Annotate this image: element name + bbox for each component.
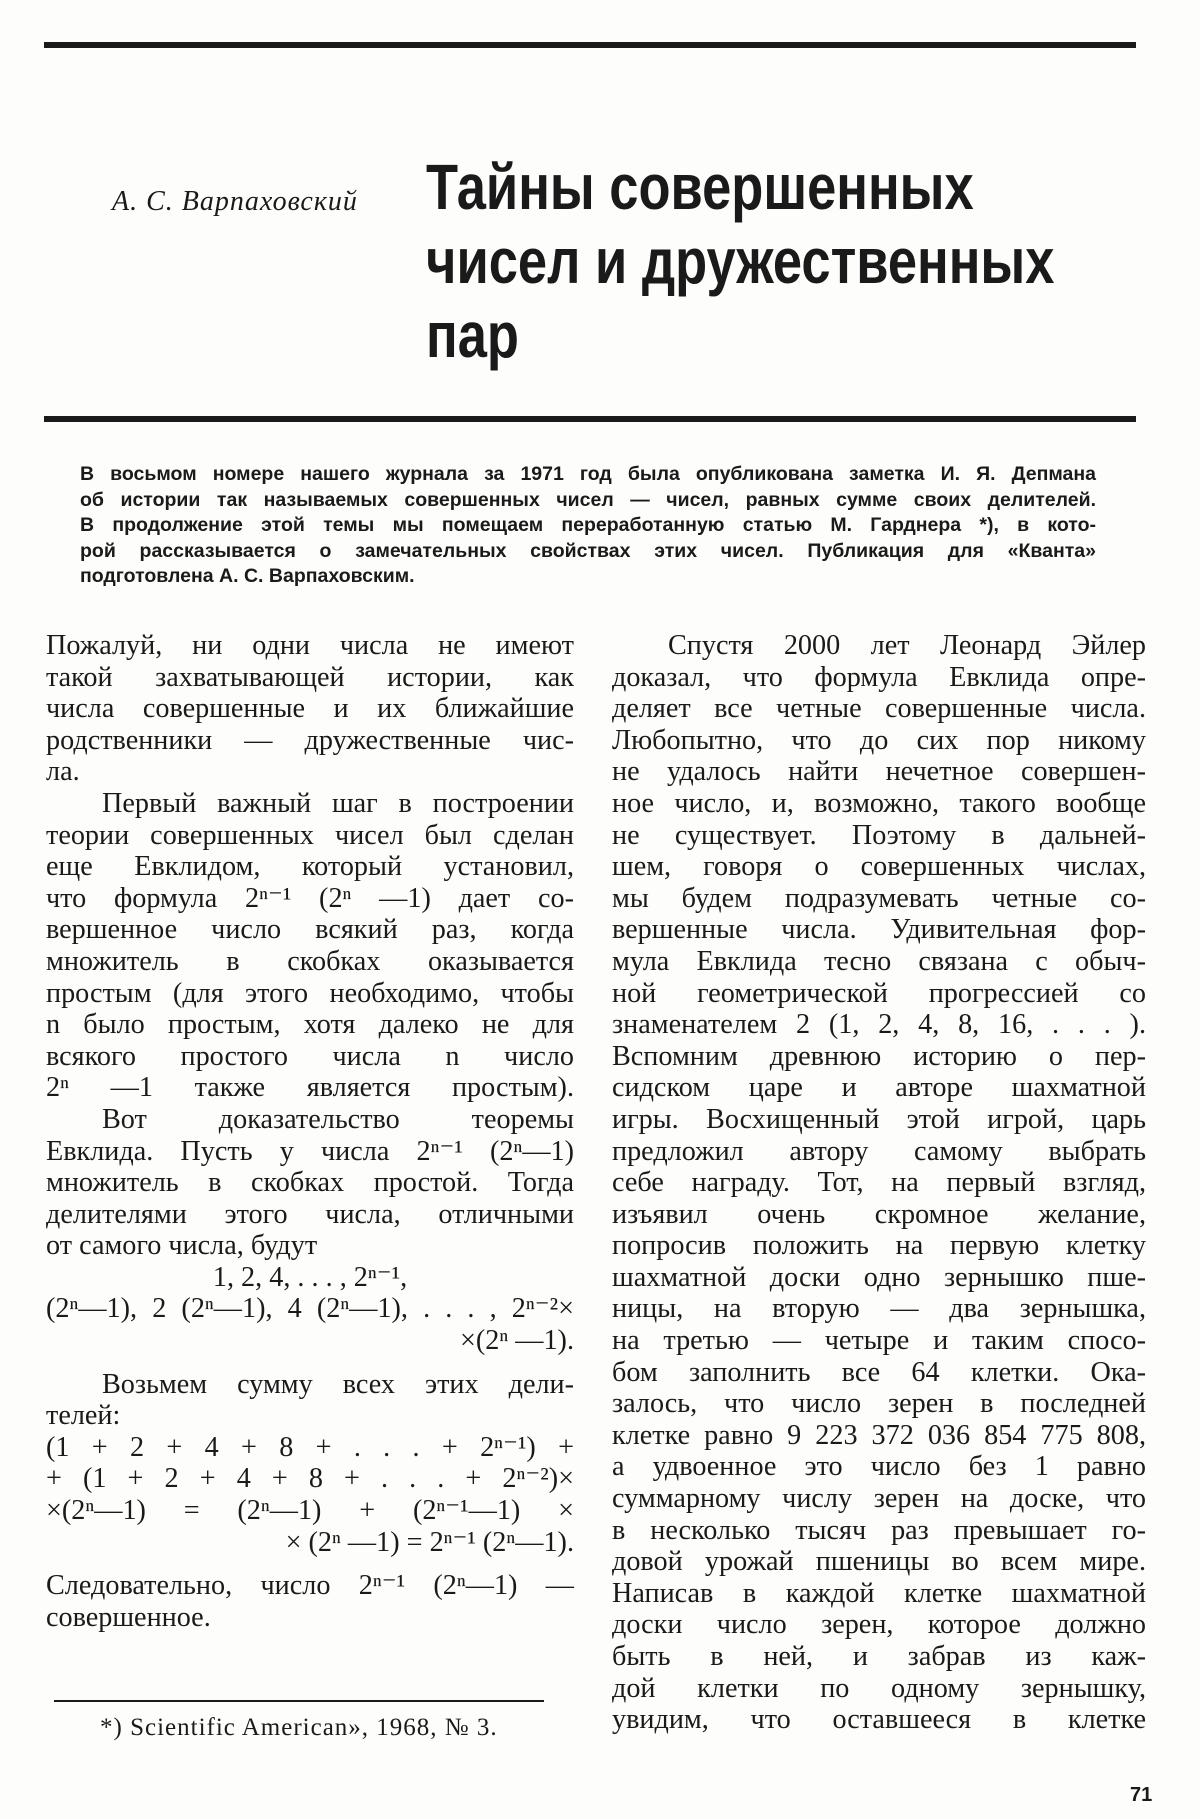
title-line: пар xyxy=(426,299,519,371)
intro-line: В продолжение этой темы мы помещаем переработанную статью М. Гарднера *), в кото- xyxy=(80,514,1096,536)
text-line: бом заполнить все 64 клетки. Ока- xyxy=(612,1356,1146,1388)
text-line: Любопытно, что до сих пор никому xyxy=(612,724,1146,756)
text-line: n было простым, хотя далеко не для xyxy=(46,1009,574,1041)
text-line: доски число зерен, которое должно xyxy=(612,1609,1146,1641)
text-line: вершенное число всякий раз, когда xyxy=(46,914,574,946)
text-line: ное число, и, возможно, такого вообще xyxy=(612,787,1146,819)
text-line: телей: xyxy=(46,1400,121,1432)
text-line: суммарному числу зерен на доске, что xyxy=(612,1483,1146,1515)
text-line: в несколько тысяч раз превышает го- xyxy=(612,1514,1146,1546)
formula-line: ×(2ⁿ—1) = (2ⁿ—1) + (2ⁿ⁻¹—1) × xyxy=(46,1495,574,1527)
text-line: ла. xyxy=(46,756,80,788)
text-line: залось, что число зерен в последней xyxy=(612,1388,1146,1420)
page-number: 71 xyxy=(1130,1784,1153,1806)
text-line: делителями этого числа, отличными xyxy=(46,1198,574,1230)
title-line: чисел и дружественных xyxy=(426,225,1055,297)
text-line: мы будем подразумевать четные со- xyxy=(612,882,1146,914)
bottom-rule xyxy=(44,416,1136,422)
text-line: что формула 2ⁿ⁻¹ (2ⁿ —1) дает со- xyxy=(46,882,574,914)
text-line: дой клетки по одному зернышку, xyxy=(612,1672,1146,1704)
right-column xyxy=(612,630,1146,1736)
text-line: знаменателем 2 (1, 2, 4, 8, 16, . . . ). xyxy=(612,1009,1146,1041)
footnote: *) Scientific American», 1968, № 3. xyxy=(100,1714,498,1741)
intro-line: В восьмом номере нашего журнала за 1971 год была опубликована заметка И. Я. Депмана xyxy=(80,463,1096,485)
top-rule xyxy=(44,42,1136,48)
formula-line: × (2ⁿ —1) = 2ⁿ⁻¹ (2ⁿ—1). xyxy=(285,1526,574,1558)
text-line: не существует. Поэтому в дальней- xyxy=(612,819,1146,851)
formula-line: 1, 2, 4, . . . , 2ⁿ⁻¹, xyxy=(212,1261,408,1293)
formula-line: ×(2ⁿ —1). xyxy=(459,1325,574,1357)
text-line: Следовательно, число 2ⁿ⁻¹ (2ⁿ—1) — xyxy=(46,1570,574,1602)
intro-line: об истории так называемых совершенных чисел — чисел, равных сумме своих делителей. xyxy=(80,488,1096,511)
intro-line: подготовлена А. С. Варпаховским. xyxy=(80,565,415,587)
text-line: не удалось найти нечетное совершен- xyxy=(612,756,1146,788)
text-line: увидим, что оставшееся в клетке xyxy=(612,1704,1146,1736)
text-line: Спустя 2000 лет Леонард Эйлер xyxy=(668,630,1146,661)
text-line: Возьмем сумму всех этих дели- xyxy=(102,1368,574,1400)
left-column xyxy=(46,630,574,1633)
text-line: быть в ней, и забрав из каж- xyxy=(612,1641,1146,1672)
text-line: всякого простого числа n число xyxy=(46,1040,574,1072)
text-line: изъявил очень скромное желание, xyxy=(612,1198,1146,1230)
text-line: Вспомним древнюю историю о пер- xyxy=(612,1040,1146,1072)
text-line: а удвоенное это число без 1 равно xyxy=(612,1451,1146,1483)
text-line: игры. Восхищенный этой игрой, царь xyxy=(612,1103,1146,1135)
text-line: еще Евклидом, который установил, xyxy=(46,851,574,883)
text-line: Пожалуй, ни одни числа не имеют xyxy=(46,630,574,661)
text-line: множитель в скобках оказывается xyxy=(46,945,574,977)
article-title xyxy=(426,150,1131,372)
text-line: множитель в скобках простой. Тогда xyxy=(46,1167,574,1199)
text-line: Написав в каждой клетке шахматной xyxy=(612,1577,1146,1609)
text-line: мула Евклида тесно связана с обыч- xyxy=(612,945,1146,977)
text-line: Евклида. Пусть у числа 2ⁿ⁻¹ (2ⁿ—1) xyxy=(46,1135,574,1167)
formula-line: (2ⁿ—1), 2 (2ⁿ—1), 4 (2ⁿ—1), . . . , 2ⁿ⁻²× xyxy=(46,1293,574,1325)
text-line: ной геометрической прогрессией со xyxy=(612,977,1146,1009)
text-line: от самого числа, будут xyxy=(46,1230,318,1262)
text-line: доказал, что формула Евклида опре- xyxy=(612,661,1146,693)
text-line: простым (для этого необходимо, чтобы xyxy=(46,977,574,1009)
text-line: клетке равно 9 223 372 036 854 775 808, xyxy=(612,1419,1146,1451)
text-line: на третью — четыре и таким спосо- xyxy=(612,1325,1146,1357)
formula-line: (1 + 2 + 4 + 8 + . . . + 2ⁿ⁻¹) + xyxy=(46,1431,574,1463)
text-line: ницы, на вторую — два зернышка, xyxy=(612,1293,1146,1325)
text-line: деляет все четные совершенные числа. xyxy=(612,693,1146,725)
text-line: теории совершенных чисел был сделан xyxy=(46,819,574,851)
text-line: совершенное. xyxy=(46,1601,211,1633)
editorial-intro xyxy=(80,462,1096,590)
formula-line: + (1 + 2 + 4 + 8 + . . . + 2ⁿ⁻²)× xyxy=(46,1463,574,1495)
text-line: Вот доказательство теоремы xyxy=(102,1103,574,1135)
text-line: вершенные числа. Удивительная фор- xyxy=(612,914,1146,946)
text-line: предложил автору самому выбрать xyxy=(612,1135,1146,1167)
text-line: шем, говоря о совершенных числах, xyxy=(612,851,1146,883)
text-line: себе награду. Тот, на первый взгляд, xyxy=(612,1167,1146,1199)
article-author: А. С. Варпаховский xyxy=(112,186,358,217)
text-line: 2ⁿ —1 также является простым). xyxy=(46,1072,574,1104)
text-line: шахматной доски одно зернышко пше- xyxy=(612,1261,1146,1293)
text-line: попросив положить на первую клетку xyxy=(612,1230,1146,1262)
text-line: сидском царе и авторе шахматной xyxy=(612,1072,1146,1104)
text-line: Первый важный шаг в построении xyxy=(102,787,574,819)
text-line: числа совершенные и их ближайшие xyxy=(46,693,574,725)
text-line: довой урожай пшеницы во всем мире. xyxy=(612,1546,1146,1578)
text-line: такой захватывающей истории, как xyxy=(46,661,574,693)
footnote-rule xyxy=(54,1700,544,1702)
text-line: родственники — дружественные чис- xyxy=(46,724,574,756)
title-line: Тайны совершенных xyxy=(426,151,974,223)
intro-line: рой рассказывается о замечательных свойствах этих чисел. Публикация для «Кванта» xyxy=(80,539,1096,562)
